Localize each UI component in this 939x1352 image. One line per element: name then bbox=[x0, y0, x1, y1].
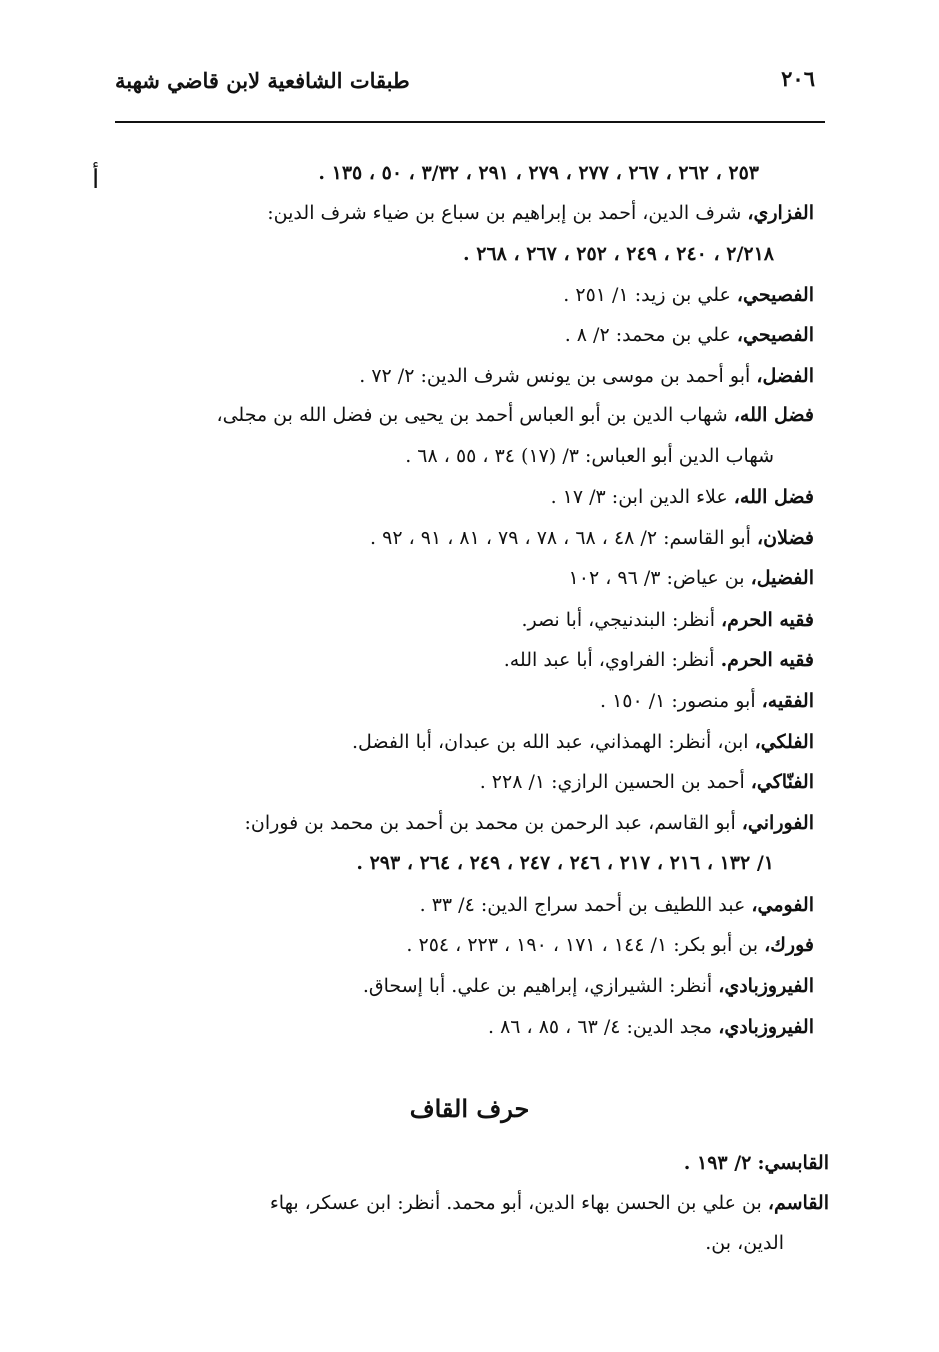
index-line: فضل الله، شهاب الدين بن أبو العباس أحمد بن يحيى بن فضل الله بن مجلى، bbox=[216, 404, 814, 426]
index-line: فورك، بن أبو بكر: ١/ ١٤٤ ، ١٧١ ، ١٩٠ ، ٢٢٣ ، ٢٥٤ . bbox=[406, 934, 814, 956]
index-line: ٢/٢١٨ ، ٢٤٠ ، ٢٤٩ ، ٢٥٢ ، ٢٦٧ ، ٢٦٨ . bbox=[463, 243, 774, 265]
index-line: الفضل، أبو أحمد بن موسى بن يونس شرف الدين: ٢/ ٧٢ . bbox=[359, 365, 814, 387]
index-line: الفيروزبادي، أنظر: الشيرازي، إبراهيم بن علي. أبا إسحاق. bbox=[362, 975, 814, 997]
margin-mark: أ bbox=[92, 165, 100, 195]
index-line: الفيروزبادي، مجد الدين: ٤/ ٦٣ ، ٨٥ ، ٨٦ . bbox=[487, 1016, 814, 1038]
index-line: القاسم، بن علي بن الحسن بهاء الدين، أبو محمد. أنظر: ابن عسكر، بهاء bbox=[269, 1192, 829, 1214]
index-line: الفنّاكي، أحمد بن الحسين الرازي: ١/ ٢٢٨ . bbox=[479, 771, 814, 793]
page-header bbox=[115, 62, 815, 112]
index-line: ١/ ١٣٢ ، ٢١٦ ، ٢١٧ ، ٢٤٦ ، ٢٤٧ ، ٢٤٩ ، ٢٦٤ ، ٢٩٣ . bbox=[356, 852, 774, 874]
index-line: فضلان، أبو القاسم: ٢/ ٤٨ ، ٦٨ ، ٧٨ ، ٧٩ ، ٨١ ، ٩١ ، ٩٢ . bbox=[370, 527, 814, 549]
index-line: شهاب الدين أبو العباس: ٣/ (١٧) ٣٤ ، ٥٥ ، ٦٨ . bbox=[405, 445, 774, 467]
index-line: فقيه الحرم، أنظر: البندنيجي، أبا نصر. bbox=[521, 609, 814, 631]
section-title: حرف القاف bbox=[409, 1094, 530, 1123]
header-rule bbox=[115, 121, 825, 123]
index-line: الفضيل، بن عياض: ٣/ ٩٦ ، ١٠٢ bbox=[568, 567, 814, 589]
index-line: القابسي: ٢/ ١٩٣ . bbox=[683, 1152, 829, 1174]
index-line: الفوراني، أبو القاسم، عبد الرحمن بن محمد بن أحمد بن محمد بن فوران: bbox=[244, 812, 814, 834]
index-line: الفلكي، ابن، أنظر: الهمذاني، عبد الله بن عبدان، أبا الفضل. bbox=[351, 731, 814, 753]
index-line: الفصيحي، علي بن زيد: ١/ ٢٥١ . bbox=[563, 284, 814, 306]
index-line: الفومي، عبد اللطيف بن أحمد سراج الدين: ٤/ ٣٣ . bbox=[419, 894, 814, 916]
index-line: الفصيحي، علي بن محمد: ٢/ ٨ . bbox=[564, 324, 814, 346]
index-line: الدين، بن. bbox=[705, 1232, 784, 1254]
index-line: فضل الله، علاء الدين ابن: ٣/ ١٧ . bbox=[550, 486, 814, 508]
index-line: فقيه الحرم. أنظر: الفراوي، أبا عبد الله. bbox=[503, 649, 814, 671]
index-line: الفزاري، شرف الدين، أحمد بن إبراهيم بن سباع بن ضياء شرف الدين: bbox=[267, 202, 814, 224]
page-number: ٢٠٦ bbox=[781, 66, 815, 91]
running-title: طبقات الشافعية لابن قاضي شهبة bbox=[115, 68, 410, 93]
index-line: ٢٥٣ ، ٢٦٢ ، ٢٦٧ ، ٢٧٧ ، ٢٧٩ ، ٢٩١ ، ٣/٣٢ ، ٥٠ ، ١٣٥ . bbox=[318, 162, 759, 184]
index-line: الفقيه، أبو منصور: ١/ ١٥٠ . bbox=[599, 690, 814, 712]
